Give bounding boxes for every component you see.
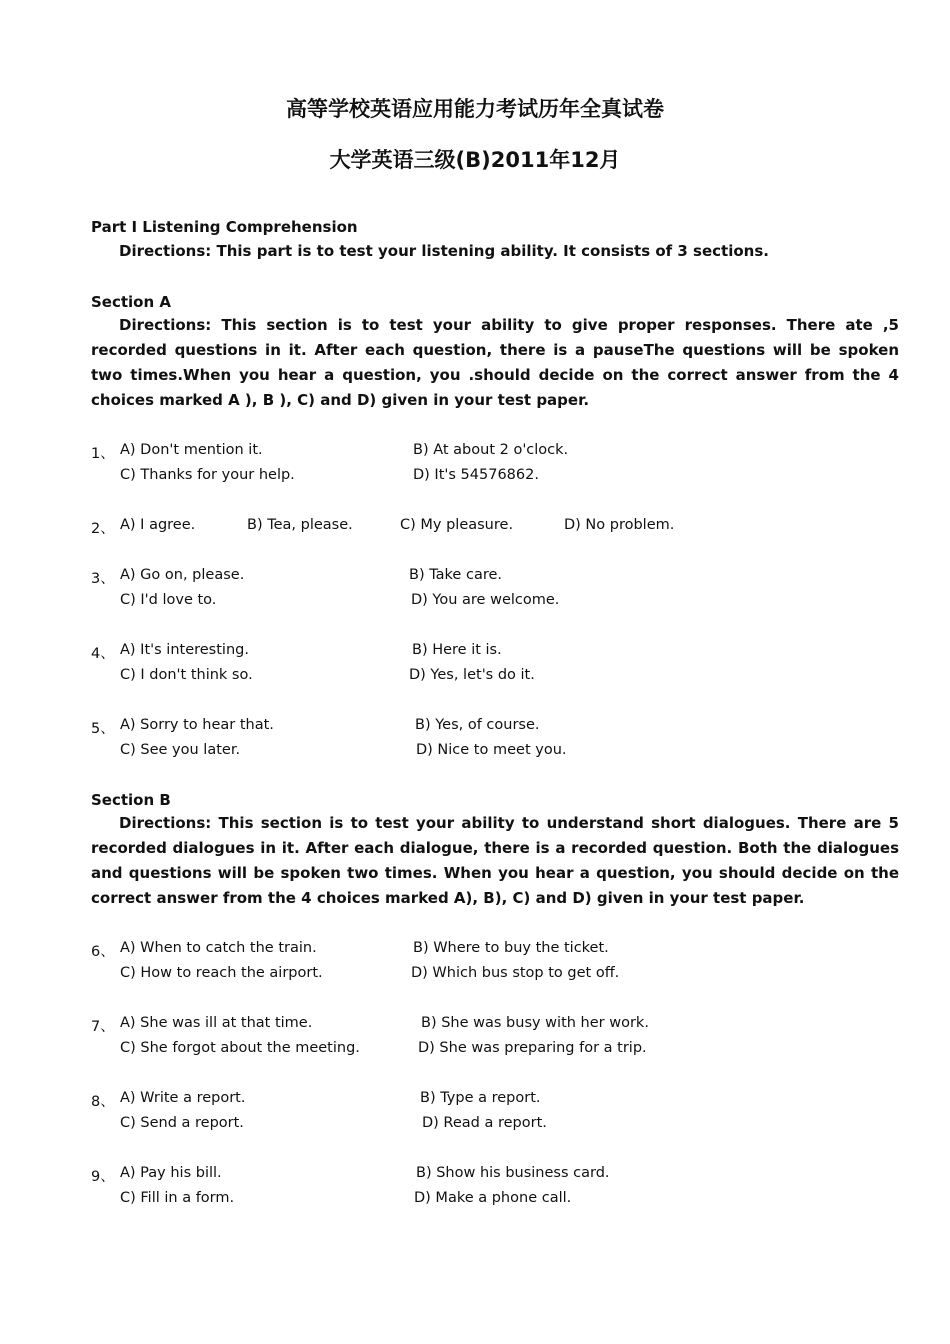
option-d: D) She was preparing for a trip. (418, 1040, 647, 1056)
option-a: A) When to catch the train. (120, 940, 317, 956)
option-a: A) Sorry to hear that. (120, 717, 274, 733)
option-c: C) See you later. (120, 742, 241, 758)
question-number: 1、 (91, 446, 115, 462)
section-b-heading: Section B (91, 791, 171, 809)
question-number: 9、 (91, 1169, 115, 1185)
option-d: D) Read a report. (422, 1115, 547, 1131)
document-title: 高等学校英语应用能力考试历年全真试卷 (286, 97, 664, 121)
option-c: C) She forgot about the meeting. (120, 1040, 360, 1056)
option-d: D) Nice to meet you. (416, 742, 567, 758)
option-b: B) Show his business card. (416, 1165, 610, 1181)
option-c: C) My pleasure. (400, 517, 514, 533)
option-c: C) Thanks for your help. (120, 467, 295, 483)
question-number: 5、 (91, 721, 115, 737)
part1-directions: Directions: This part is to test your listening ability. It consists of 3 sections. (119, 242, 769, 260)
option-a: A) I agree. (120, 517, 196, 533)
option-d: D) You are welcome. (411, 592, 560, 608)
option-c: C) Send a report. (120, 1115, 244, 1131)
option-d: D) It's 54576862. (413, 467, 539, 483)
option-c: C) I'd love to. (120, 592, 217, 608)
option-d: D) No problem. (564, 517, 675, 533)
question-number: 6、 (91, 944, 115, 960)
question-number: 7、 (91, 1019, 115, 1035)
option-d: D) Yes, let's do it. (409, 667, 535, 683)
option-a: A) She was ill at that time. (120, 1015, 313, 1031)
option-b: B) She was busy with her work. (421, 1015, 649, 1031)
section-a-heading: Section A (91, 293, 171, 311)
option-d: D) Make a phone call. (414, 1190, 572, 1206)
section-a-directions: Directions: This section is to test your ability to give proper responses. There ate ,5 recorded questions in it. After each question, there is a pauseThe questions will be spoken two times.When you hear a question, you .should decide on the correct answer from the 4 choices marked A ), B ), C) and D) given in your test paper. (91, 316, 899, 409)
option-a: A) Pay his bill. (120, 1165, 222, 1181)
option-b: B) Yes, of course. (415, 717, 540, 733)
option-b: B) Type a report. (420, 1090, 541, 1106)
option-b: B) Where to buy the ticket. (413, 940, 609, 956)
option-b: B) Tea, please. (247, 517, 353, 533)
option-b: B) Take care. (409, 567, 502, 583)
option-b: B) At about 2 o'clock. (413, 442, 569, 458)
option-a: A) Don't mention it. (120, 442, 263, 458)
section-b-directions: Directions: This section is to test your ability to understand short dialogues. There are 5 recorded dialogues in it. After each dialogue, there is a recorded question. Both the dialogues and questions will be spoken two times. When you hear a question, you should decide on the correct answer from the 4 choices marked A), B), C) and D) given in your test paper. (91, 814, 899, 907)
option-c: C) Fill in a form. (120, 1190, 235, 1206)
option-b: B) Here it is. (412, 642, 502, 658)
option-a: A) Write a report. (120, 1090, 246, 1106)
question-number: 2、 (91, 521, 115, 537)
question-number: 3、 (91, 571, 115, 587)
document-subtitle: 大学英语三级(B)2011年12月 (329, 148, 621, 172)
option-d: D) Which bus stop to get off. (411, 965, 620, 981)
option-a: A) Go on, please. (120, 567, 245, 583)
question-number: 8、 (91, 1094, 115, 1110)
option-c: C) How to reach the airport. (120, 965, 323, 981)
option-c: C) I don't think so. (120, 667, 253, 683)
question-number: 4、 (91, 646, 115, 662)
option-a: A) It's interesting. (120, 642, 249, 658)
part1-heading: Part Ⅰ Listening Comprehension (91, 218, 358, 236)
